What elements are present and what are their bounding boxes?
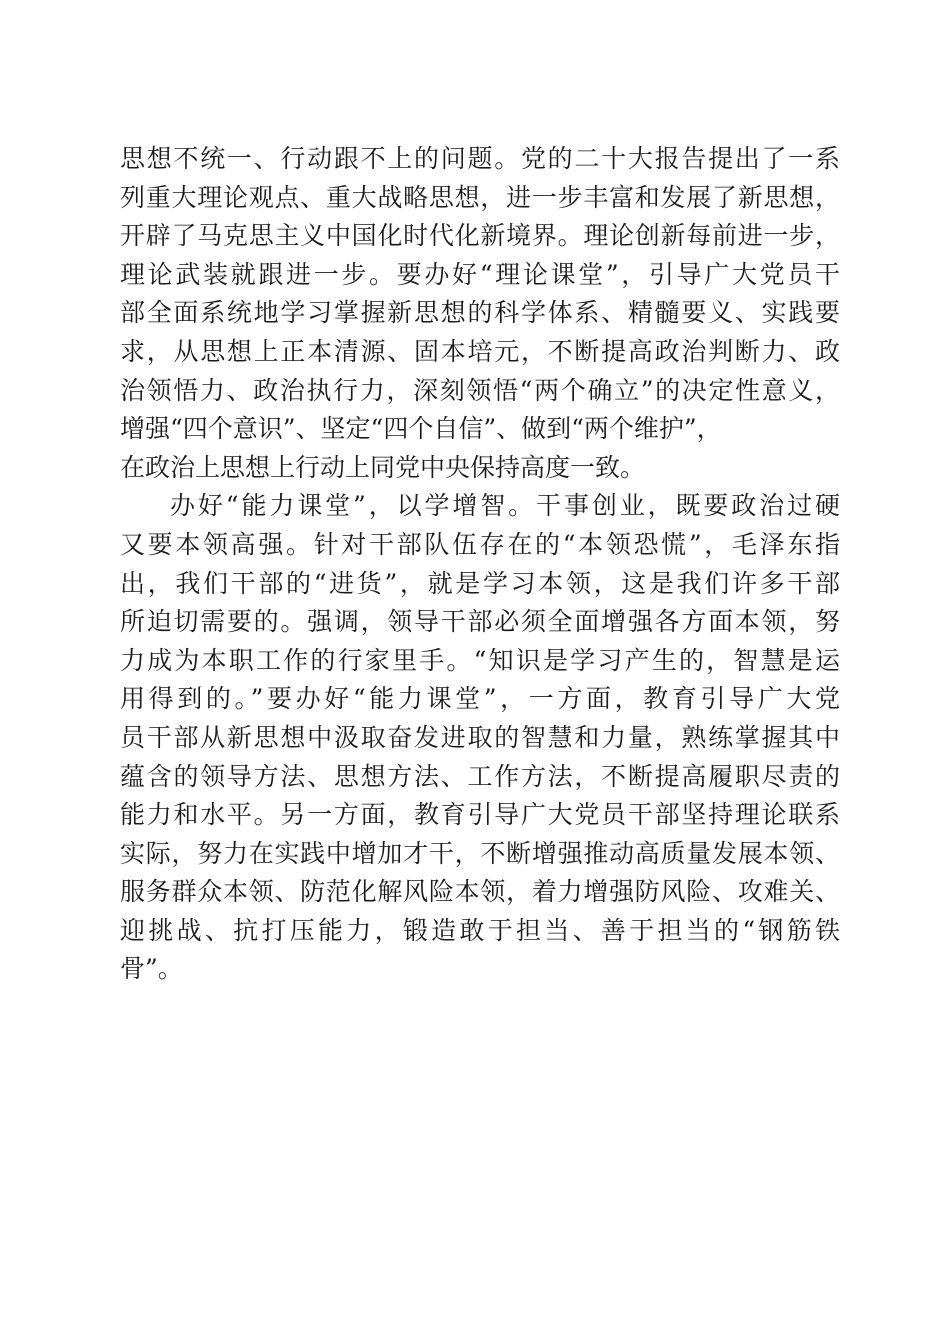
text-line: 实际，努力在实践中增加才干，不断增强推动高质量发展本领、 xyxy=(120,838,840,868)
text-line: 增强“四个意识”、坚定“四个自信”、做到“两个维护”， xyxy=(120,414,722,444)
text-line: 思想不统一、行动跟不上的问题。党的二十大报告提出了一系 xyxy=(120,144,840,173)
text-line: 力成为本职工作的行家里手。“知识是学习产生的，智慧是运 xyxy=(120,645,840,675)
text-line: 能力和水平。另一方面，教育引导广大党员干部坚持理论联系 xyxy=(120,800,840,830)
text-line: 开辟了马克思主义中国化时代化新境界。理论创新每前进一步， xyxy=(120,221,840,251)
text-line: 员干部从新思想中汲取奋发进取的智慧和力量，熟练掌握其中 xyxy=(120,722,840,752)
text-line: 求，从思想上正本清源、固本培元，不断提高政治判断力、政 xyxy=(120,336,840,366)
text-line: 治领悟力、政治执行力，深刻领悟“两个确立”的决定性意义， xyxy=(120,375,840,405)
paragraph-1 xyxy=(120,140,840,487)
text-line: 列重大理论观点、重大战略思想，进一步丰富和发展了新思想， xyxy=(120,182,840,212)
text-line: 用得到的。”要办好“能力课堂”，一方面，教育引导广大党 xyxy=(120,684,840,714)
paragraph-2 xyxy=(120,487,840,989)
text-line: 又要本领高强。针对干部队伍存在的“本领恐慌”，毛泽东指 xyxy=(120,529,840,559)
text-line: 服务群众本领、防范化解风险本领，着力增强防风险、攻难关、 xyxy=(120,877,840,907)
text-line: 所迫切需要的。强调，领导干部必须全面增强各方面本领，努 xyxy=(120,607,840,637)
text-line: 蕴含的领导方法、思想方法、工作方法，不断提高履职尽责的 xyxy=(120,761,840,791)
text-line: 理论武装就跟进一步。要办好“理论课堂”，引导广大党员干 xyxy=(120,259,840,289)
text-line: 部全面系统地学习掌握新思想的科学体系、精髓要义、实践要 xyxy=(120,298,840,328)
text-line: 办好“能力课堂”，以学增智。干事创业，既要政治过硬 xyxy=(170,491,840,521)
text-line: 迎挑战、抗打压能力，锻造敢于担当、善于担当的“钢筋铁 xyxy=(120,915,840,945)
text-line: 在政治上思想上行动上同党中央保持高度一致。 xyxy=(120,452,646,482)
text-line: 骨”。 xyxy=(120,954,183,984)
text-line: 出，我们干部的“进货”，就是学习本领，这是我们许多干部 xyxy=(120,568,840,598)
document-body xyxy=(120,140,840,989)
